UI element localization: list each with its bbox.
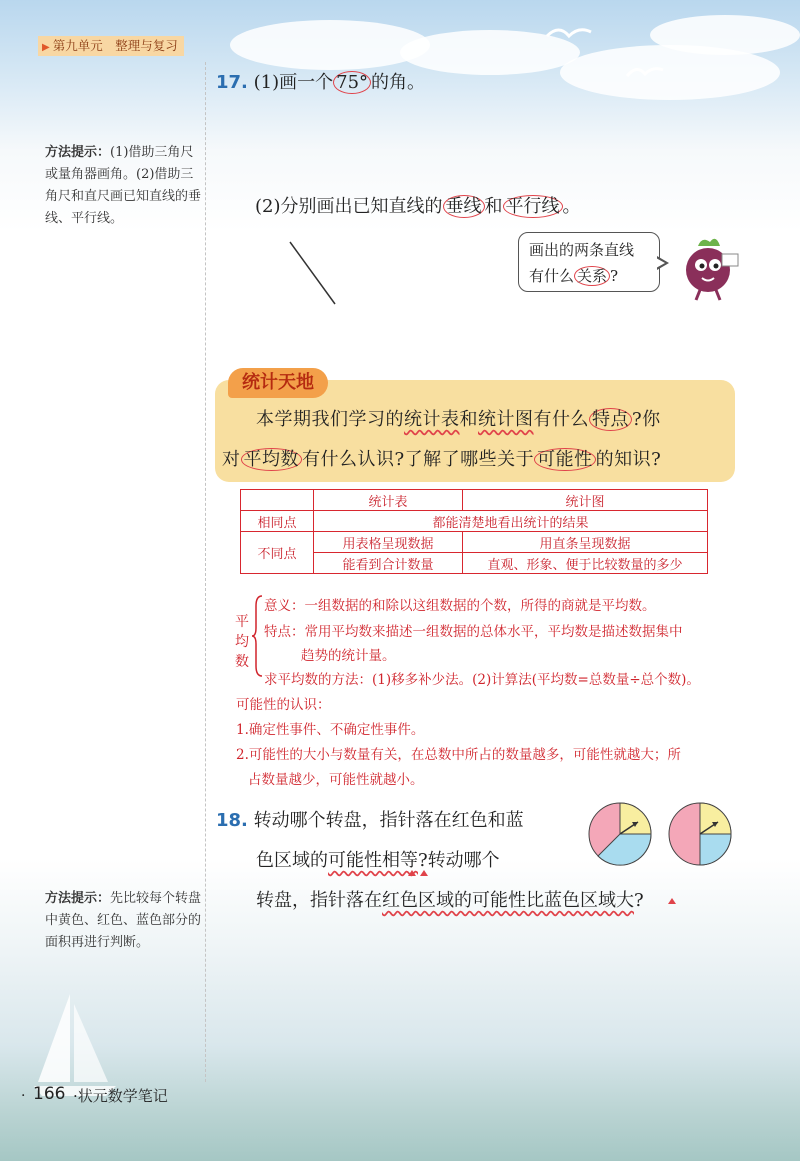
- given-line: [285, 238, 345, 310]
- mangosteen-mascot-icon: [672, 232, 744, 304]
- q17-part2: (2)分别画出已知直线的 垂线 和 平行线 。: [255, 196, 581, 217]
- spinner-2[interactable]: [669, 803, 731, 865]
- stats-title: 统计天地: [228, 368, 328, 398]
- footer-dot: ·: [21, 1088, 26, 1104]
- triangle-icon: ▶: [42, 42, 50, 53]
- method-tip-2: 方法提示：先比较每个转盘中黄色、红色、蓝色部分的面积再进行判断。: [45, 891, 202, 950]
- q18-line-3: 转盘，指针落在红色区域的可能性比蓝色区域大?: [256, 890, 644, 911]
- seagull-icon: [545, 22, 593, 52]
- page-number: 166: [33, 1084, 66, 1104]
- table-row: 能看到合计数量 直观、形象、便于比较数量的多少: [241, 553, 708, 574]
- table-row: 统计表 统计图: [241, 490, 708, 511]
- q17-part1: 17. (1)画一个 75° 的角。: [216, 72, 426, 93]
- book-title: ·状元数学笔记: [73, 1087, 168, 1105]
- avg-feature-2: 趋势的统计量。: [301, 648, 396, 664]
- notes-table: [240, 489, 708, 574]
- table-row: 不同点 用表格呈现数据 用直条呈现数据: [241, 532, 708, 553]
- avg-side-label: 平 均 数: [235, 614, 249, 670]
- stats-line-1: 本学期我们学习的统计表和统计图有什么 特点 ?你: [256, 409, 661, 430]
- q18-line-2: 色区域的可能性相等?转动哪个: [256, 850, 500, 871]
- avg-meaning: 意义：一组数据的和除以这组数据的个数，所得的商就是平均数。: [264, 598, 656, 614]
- emphasis-marks: [400, 868, 700, 908]
- margin-divider: [205, 62, 206, 1082]
- possibility-point-2a: 2.可能性的大小与数量有关，在总数中所占的数量越多，可能性就越大；所: [236, 747, 681, 763]
- seagull-icon-2: [625, 62, 665, 86]
- unit-header: ▶ 第九单元 整理与复习: [38, 36, 184, 56]
- method-tip-1: 方法提示：(1)借助三角尺或量角器画角。(2)借助三角尺和直尺画已知直线的垂线、平行线。: [45, 145, 202, 226]
- brace-icon: [252, 594, 264, 678]
- stats-line-2: 对 平均数 有什么认识?了解了哪些关于 可能性 的知识?: [222, 449, 662, 470]
- possibility-title: 可能性的认识：: [236, 697, 331, 713]
- possibility-point-1: 1.确定性事件、不确定性事件。: [236, 722, 425, 738]
- spinner-1[interactable]: [589, 803, 651, 865]
- avg-feature-1: 特点：常用平均数来描述一组数据的总体水平，平均数是描述数据集中: [264, 624, 683, 640]
- possibility-point-2b: 占数量越少，可能性就越小。: [248, 772, 424, 788]
- q18-line-1: 18. 转动哪个转盘，指针落在红色和蓝: [216, 810, 524, 831]
- table-row: 相同点 都能清楚地看出统计的结果: [241, 511, 708, 532]
- avg-method: 求平均数的方法：(1)移多补少法。(2)计算法(平均数=总数量÷总个数)。: [264, 672, 700, 688]
- spinners: [588, 800, 738, 872]
- speech-bubble: 画出的两条直线 有什么 关系 ?: [518, 232, 660, 292]
